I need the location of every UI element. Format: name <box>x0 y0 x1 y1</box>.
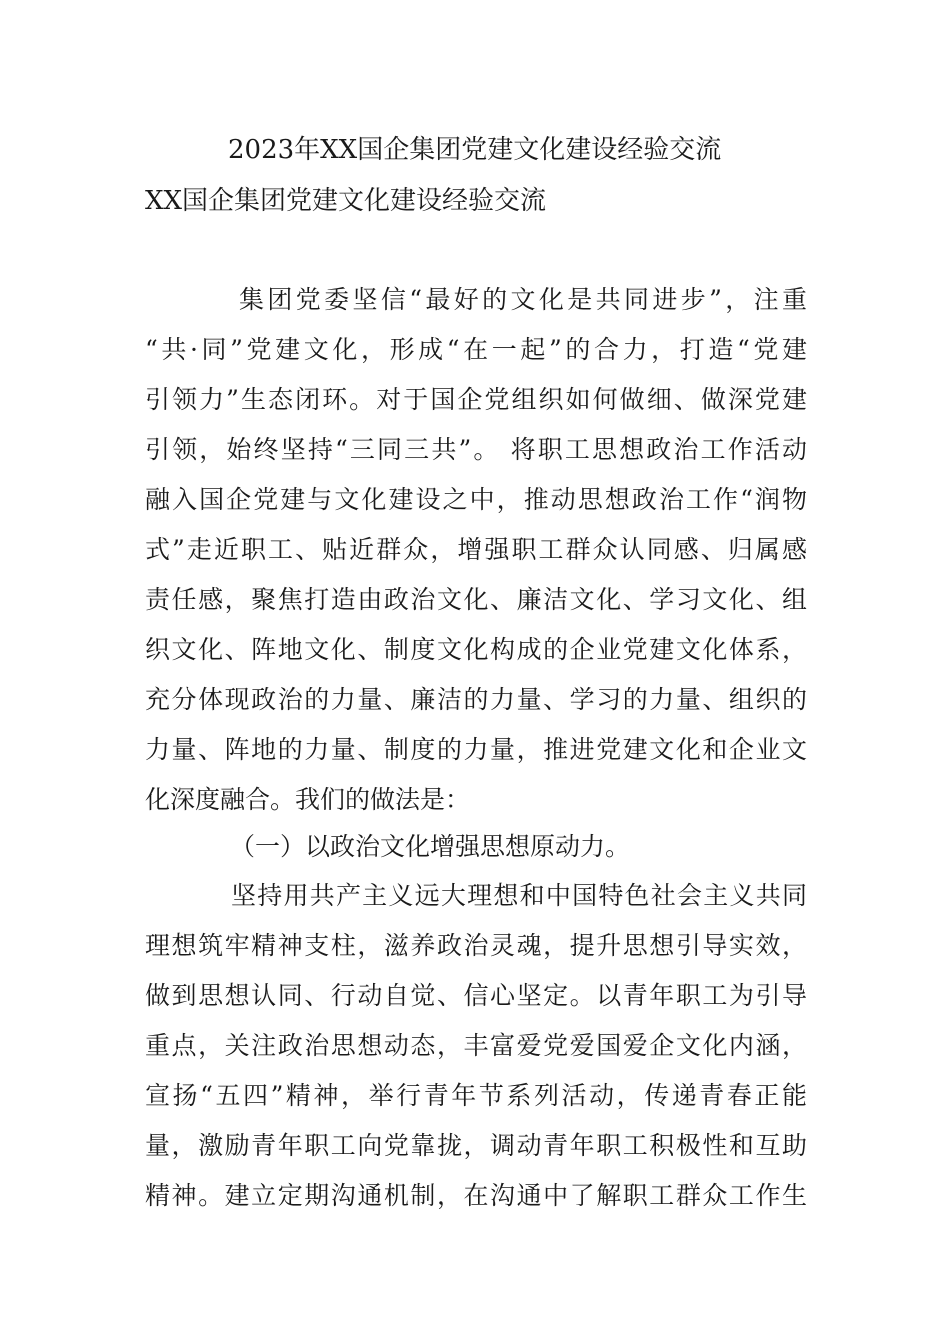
paragraph-1-line: 式”走近职工、贴近群众，增强职工群众认同感、归属感 <box>145 535 807 564</box>
document-title: 2023年XX国企集团党建文化建设经验交流 <box>228 135 722 165</box>
paragraph-1-line: “共·同”党建文化，形成“在一起”的合力，打造“党建 <box>145 335 807 364</box>
paragraph-2-line: 精神。建立定期沟通机制，在沟通中了解职工群众工作生 <box>145 1181 807 1210</box>
paragraph-1-line: 织文化、阵地文化、制度文化构成的企业党建文化体系， <box>145 635 807 664</box>
paragraph-2-line: 重点，关注政治思想动态，丰富爱党爱国爱企文化内涵， <box>145 1031 807 1060</box>
paragraph-2-line: 做到思想认同、行动自觉、信心坚定。以青年职工为引导 <box>145 981 807 1010</box>
paragraph-1-line: 引领，始终坚持“三同三共”。 将职工思想政治工作活动 <box>145 435 807 464</box>
paragraph-1-line: 引领力”生态闭环。对于国企党组织如何做细、做深党建 <box>145 385 807 414</box>
paragraph-1 <box>145 275 807 825</box>
section-1-heading: （一）以政治文化增强思想原动力。 <box>230 832 631 861</box>
paragraph-2-line: 理想筑牢精神支柱，滋养政治灵魂，提升思想引导实效， <box>145 931 807 960</box>
paragraph-1-line: 责任感，聚焦打造由政治文化、廉洁文化、学习文化、组 <box>145 585 807 614</box>
document-subtitle: XX国企集团党建文化建设经验交流 <box>145 186 547 216</box>
paragraph-1-line: 集团党委坚信“最好的文化是共同进步”，注重 <box>239 285 807 314</box>
paragraph-2-line: 宣扬“五四”精神，举行青年节系列活动，传递青春正能 <box>145 1081 807 1110</box>
paragraph-2-line: 量，激励青年职工向党靠拢，调动青年职工积极性和互助 <box>145 1131 807 1160</box>
paragraph-2-line: 坚持用共产主义远大理想和中国特色社会主义共同 <box>231 881 807 910</box>
paragraph-1-line: 融入国企党建与文化建设之中，推动思想政治工作“润物 <box>145 485 807 514</box>
paragraph-1-line: 化深度融合。我们的做法是： <box>145 785 471 814</box>
paragraph-2 <box>145 871 807 1221</box>
paragraph-1-line: 力量、阵地的力量、制度的力量，推进党建文化和企业文 <box>145 735 807 764</box>
paragraph-1-line: 充分体现政治的力量、廉洁的力量、学习的力量、组织的 <box>145 685 807 714</box>
